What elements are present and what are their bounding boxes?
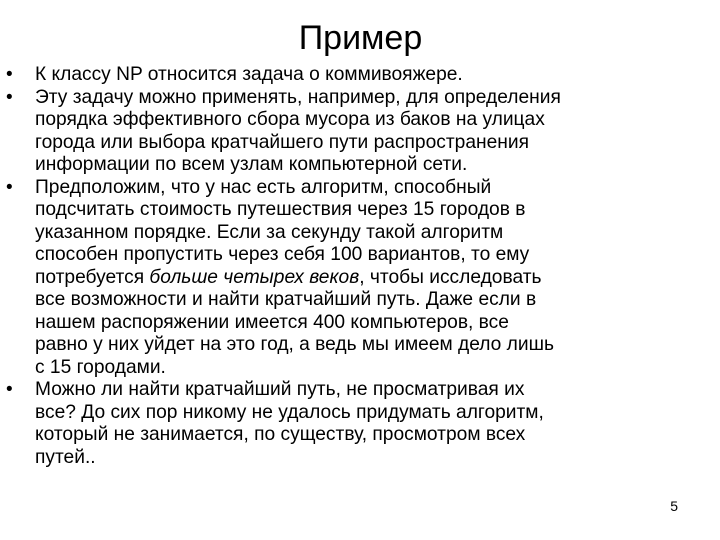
text-line: с 15 городами. bbox=[35, 356, 166, 378]
bullet-item bbox=[0, 177, 700, 380]
text-line: все возможности и найти кратчайший путь. Даже если в bbox=[35, 289, 537, 310]
text-line: все? До сих пор никому не удалось придумать алгоритм, bbox=[35, 401, 544, 423]
text-fragment: , чтобы исследовать bbox=[359, 266, 542, 288]
text-line: способен пропустить через себя 100 вариантов, то ему bbox=[35, 244, 530, 265]
text-line: порядка эффективного сбора мусора из баков на улицах bbox=[35, 109, 545, 130]
text-line: города или выбора кратчайшего пути распространения bbox=[35, 131, 529, 153]
slide-title: Пример bbox=[298, 19, 423, 57]
text-line: подсчитать стоимость путешествия через 15 городов в bbox=[35, 199, 526, 220]
bullet-list bbox=[0, 64, 720, 469]
text-line: указанном порядке. Если за секунду такой алгоритм bbox=[35, 221, 504, 243]
text-line: информации по всем узлам компьютерной сети. bbox=[35, 154, 468, 175]
emphasis-text: больше четырех веков bbox=[149, 266, 360, 288]
bullet-marker: • bbox=[6, 86, 13, 108]
bullet-item bbox=[0, 379, 700, 469]
page-number: 5 bbox=[670, 498, 678, 514]
bullet-marker: • bbox=[6, 64, 13, 85]
bullet-marker: • bbox=[6, 379, 13, 400]
text-line: Можно ли найти кратчайший путь, не просматривая их bbox=[35, 379, 525, 400]
text-line: путей.. bbox=[35, 446, 96, 468]
bullet-marker: • bbox=[6, 176, 13, 198]
text-line: равно у них уйдет на это год, а ведь мы имеем дело лишь bbox=[35, 334, 554, 355]
text-line: К классу NP относится задача о коммивояжере. bbox=[35, 64, 463, 85]
text-fragment: потребуется bbox=[35, 266, 150, 288]
bullet-item bbox=[0, 87, 700, 177]
text-line: Эту задачу можно применять, например, для определения bbox=[35, 86, 561, 108]
bullet-item bbox=[0, 64, 700, 87]
text-line: Предположим, что у нас есть алгоритм, способный bbox=[35, 176, 492, 198]
text-line: который не занимается, по существу, просмотром всех bbox=[35, 424, 526, 445]
text-line-with-emphasis bbox=[35, 267, 700, 290]
text-line: нашем распоряжении имеется 400 компьютеров, все bbox=[35, 311, 509, 333]
